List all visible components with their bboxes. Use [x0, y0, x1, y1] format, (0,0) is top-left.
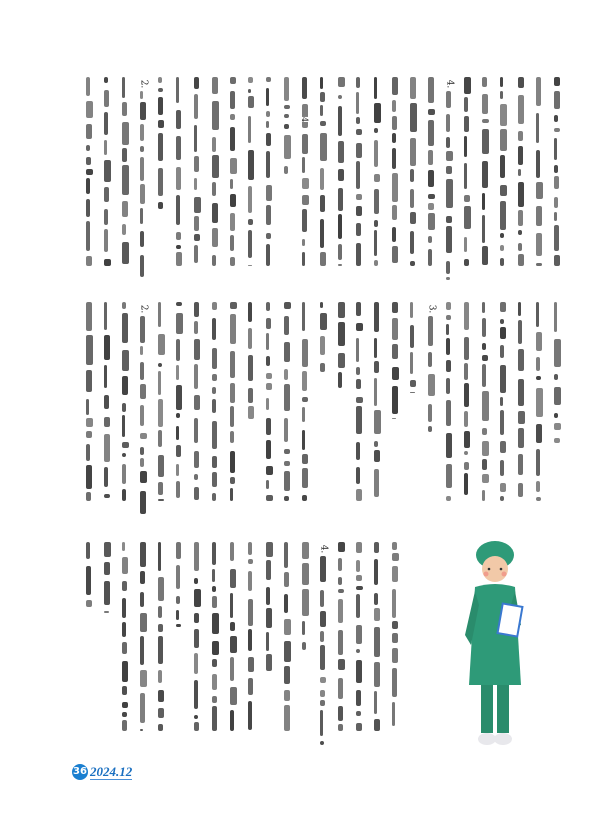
text-column [134, 300, 152, 515]
text-column [242, 75, 260, 280]
text-column [350, 540, 368, 745]
mongolian-script-glyphs [296, 300, 314, 515]
mongolian-script-glyphs [152, 75, 170, 280]
text-column [206, 300, 224, 515]
mongolian-script-glyphs [116, 540, 134, 745]
mongolian-script-glyphs [98, 540, 116, 745]
mongolian-script-glyphs [224, 540, 242, 745]
text-column [386, 300, 404, 515]
mongolian-script-glyphs [512, 75, 530, 280]
section-heading-number: 2. [138, 304, 148, 314]
mongolian-script-glyphs [350, 300, 368, 515]
section-heading-number: 4. [318, 544, 328, 554]
mongolian-script-glyphs [206, 75, 224, 280]
text-column [494, 300, 512, 515]
text-column [440, 300, 458, 515]
text-column [458, 300, 476, 515]
text-column [548, 75, 566, 280]
section-heading-number: 2. [138, 79, 148, 89]
mongolian-script-glyphs [134, 540, 152, 745]
mongolian-script-glyphs [296, 75, 314, 280]
mongolian-script-glyphs [224, 75, 242, 280]
mongolian-script-glyphs [494, 75, 512, 280]
text-column [332, 540, 350, 745]
text-column [296, 300, 314, 515]
section-heading-number: 3. [426, 304, 436, 314]
mongolian-script-glyphs [476, 300, 494, 515]
mongolian-script-glyphs [188, 75, 206, 280]
text-column [386, 540, 404, 745]
mongolian-script-glyphs [332, 540, 350, 745]
mongolian-script-glyphs [188, 540, 206, 745]
lower-text-band [80, 540, 404, 745]
mongolian-script-glyphs [170, 540, 188, 745]
text-column [278, 300, 296, 515]
mongolian-script-glyphs [458, 75, 476, 280]
text-column [98, 75, 116, 280]
text-column [530, 75, 548, 280]
mongolian-script-glyphs [260, 540, 278, 745]
mongolian-script-glyphs [404, 300, 422, 515]
text-column [224, 75, 242, 280]
mongolian-script-glyphs [152, 300, 170, 515]
text-column [80, 540, 98, 745]
mongolian-script-glyphs [242, 300, 260, 515]
mongolian-script-glyphs [458, 300, 476, 515]
mongolian-script-glyphs [98, 75, 116, 280]
text-column [152, 75, 170, 280]
mongolian-script-glyphs [440, 89, 458, 280]
text-column [296, 75, 314, 280]
doctor-figure-icon [455, 535, 535, 765]
text-column [314, 300, 332, 515]
text-column [350, 300, 368, 515]
mongolian-script-glyphs [260, 300, 278, 515]
mongolian-script-glyphs [386, 75, 404, 280]
text-column [188, 540, 206, 745]
text-column [260, 75, 278, 280]
mongolian-script-glyphs [80, 540, 98, 745]
text-column [80, 300, 98, 515]
text-column [296, 540, 314, 745]
mongolian-script-glyphs [386, 300, 404, 515]
text-column [170, 300, 188, 515]
text-column [332, 300, 350, 515]
mongolian-script-glyphs [134, 89, 152, 280]
mongolian-script-glyphs [422, 75, 440, 280]
mongolian-script-glyphs [368, 540, 386, 745]
text-column [368, 540, 386, 745]
top-text-band [80, 75, 566, 280]
text-column [440, 75, 458, 280]
text-column [422, 300, 440, 515]
mongolian-script-glyphs [80, 75, 98, 280]
middle-text-band [80, 300, 566, 515]
text-column [368, 75, 386, 280]
text-column [170, 540, 188, 745]
text-column [422, 75, 440, 280]
clipboard-icon [498, 603, 523, 636]
mongolian-script-glyphs [440, 300, 458, 515]
mongolian-script-glyphs [422, 314, 440, 515]
text-column [260, 540, 278, 745]
text-column [548, 300, 566, 515]
text-column [116, 300, 134, 515]
text-column [170, 75, 188, 280]
mongolian-script-glyphs [260, 75, 278, 280]
text-column [134, 540, 152, 745]
mongolian-script-glyphs [404, 75, 422, 280]
text-column [152, 300, 170, 515]
mongolian-script-glyphs [530, 75, 548, 280]
text-column [404, 300, 422, 515]
mongolian-script-glyphs [242, 540, 260, 745]
text-column [314, 75, 332, 280]
mongolian-script-glyphs [548, 75, 566, 280]
mongolian-script-glyphs [98, 300, 116, 515]
mongolian-script-glyphs [278, 75, 296, 280]
text-column [206, 75, 224, 280]
text-column [530, 300, 548, 515]
text-column [278, 75, 296, 280]
mongolian-script-glyphs [278, 300, 296, 515]
text-column [188, 75, 206, 280]
text-column [98, 300, 116, 515]
text-column [368, 300, 386, 515]
text-column [314, 540, 332, 745]
text-column [386, 75, 404, 280]
text-column [512, 300, 530, 515]
mongolian-script-glyphs [512, 300, 530, 515]
text-column [476, 75, 494, 280]
mongolian-script-glyphs [116, 300, 134, 515]
mongolian-script-glyphs [314, 75, 332, 280]
mongolian-script-glyphs [170, 300, 188, 515]
mongolian-script-glyphs [134, 314, 152, 515]
text-column [278, 540, 296, 745]
mongolian-script-glyphs [278, 540, 296, 745]
mongolian-script-glyphs [80, 300, 98, 515]
text-column [116, 75, 134, 280]
text-column [350, 75, 368, 280]
text-column [458, 75, 476, 280]
mongolian-script-glyphs [188, 300, 206, 515]
text-column [224, 540, 242, 745]
mongolian-script-glyphs [350, 75, 368, 280]
text-column [80, 75, 98, 280]
mongolian-script-glyphs [368, 300, 386, 515]
text-column [224, 300, 242, 515]
mongolian-script-glyphs [116, 75, 134, 280]
mongolian-script-glyphs [494, 300, 512, 515]
mongolian-script-glyphs [206, 300, 224, 515]
text-column [242, 540, 260, 745]
mongolian-script-glyphs [548, 300, 566, 515]
mongolian-script-glyphs [296, 540, 314, 745]
text-column [494, 75, 512, 280]
text-column [512, 75, 530, 280]
mongolian-script-glyphs [314, 554, 332, 745]
text-column [476, 300, 494, 515]
mongolian-script-glyphs [530, 300, 548, 515]
doctor-face [482, 556, 508, 582]
mongolian-script-glyphs [386, 540, 404, 745]
text-column [98, 540, 116, 745]
text-column [206, 540, 224, 745]
mongolian-script-glyphs [350, 540, 368, 745]
text-column [332, 75, 350, 280]
text-column [116, 540, 134, 745]
text-column [404, 75, 422, 280]
page-number: 36 [72, 764, 88, 780]
mongolian-script-glyphs [224, 300, 242, 515]
text-column [188, 300, 206, 515]
text-column [242, 300, 260, 515]
inline-numeral: 4 [300, 116, 310, 123]
mongolian-script-glyphs [332, 75, 350, 280]
mongolian-script-glyphs [152, 540, 170, 745]
mongolian-script-glyphs [368, 75, 386, 280]
mongolian-script-glyphs [476, 75, 494, 280]
text-column [134, 75, 152, 280]
section-heading-number: 4. [444, 79, 454, 89]
text-column [152, 540, 170, 745]
mongolian-script-glyphs [206, 540, 224, 745]
mongolian-script-glyphs [170, 75, 188, 280]
issue-date: 2024.12 [90, 764, 133, 779]
mongolian-script-glyphs [332, 300, 350, 515]
text-column [260, 300, 278, 515]
mongolian-script-glyphs [242, 75, 260, 280]
mongolian-script-glyphs [314, 300, 332, 515]
